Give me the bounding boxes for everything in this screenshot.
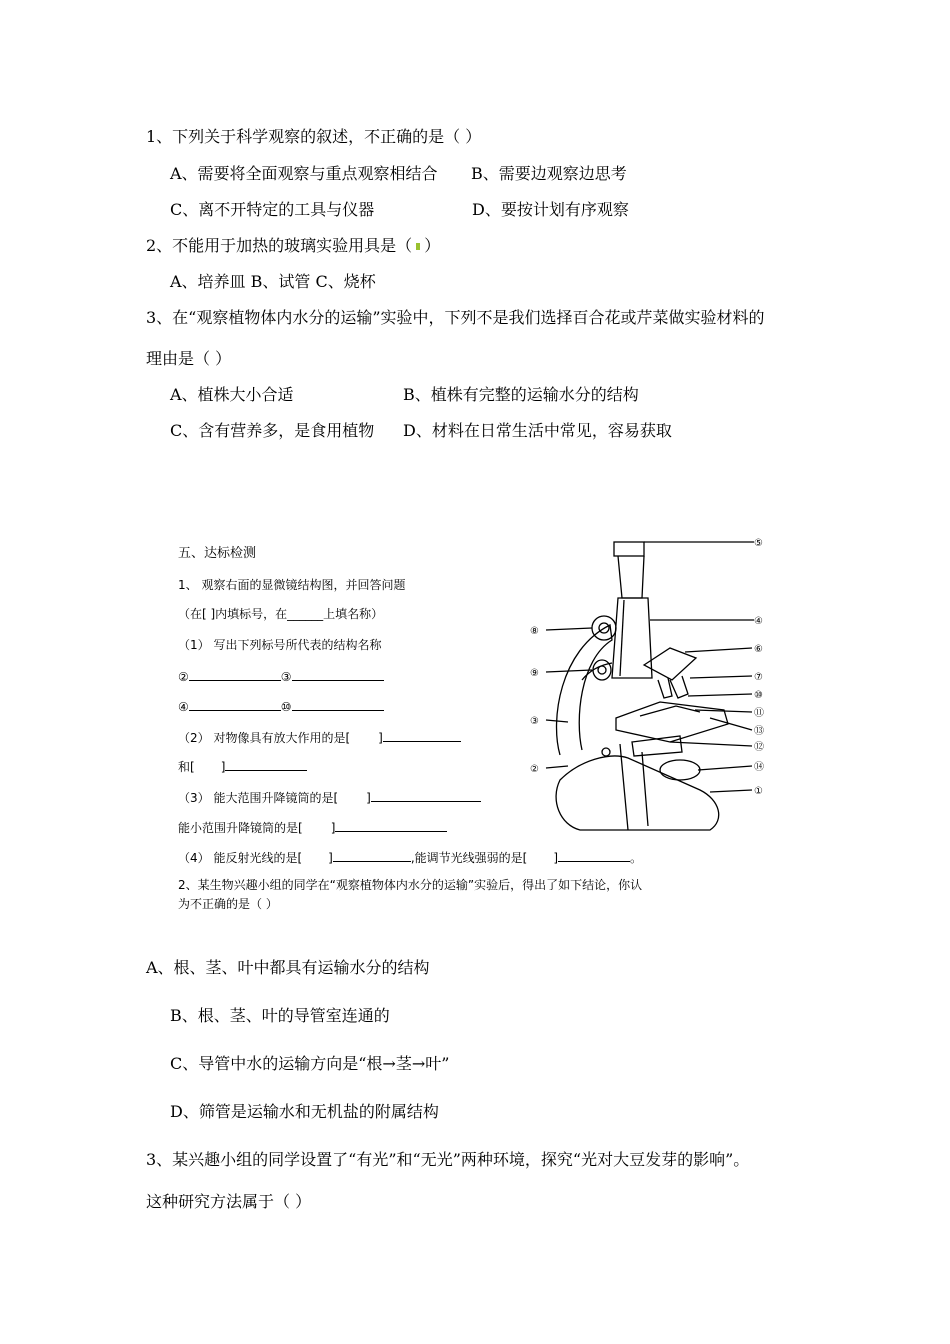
section5-part1: （1） 写出下列标号所代表的结构名称 xyxy=(178,638,382,652)
mirror xyxy=(660,760,700,780)
part2-and-close: ] xyxy=(220,760,226,774)
q2-stem-close: ） xyxy=(424,236,441,255)
part3-text: （3） 能大范围升降镜筒的是[ xyxy=(178,791,339,805)
q3-option-c: C、含有营养多，是食用植物 xyxy=(170,421,375,440)
mark-dot xyxy=(416,243,420,250)
blank[interactable] xyxy=(371,787,481,802)
q1-stem: 1、下列关于科学观察的叙述，不正确的是（ ） xyxy=(146,127,482,146)
part2-and: 和[ xyxy=(178,760,195,774)
part4-close: ] xyxy=(328,851,333,865)
section5-q1-stem: 1、 观察右面的显微镜结构图，并回答问题 xyxy=(178,578,406,592)
section5-q1-note: （在[ ]内填标号，在______上填名称） xyxy=(178,607,384,621)
section5-q2-line1: 2、某生物兴趣小组的同学在“观察植物体内水分的运输”实验后，得出了如下结论，你认 xyxy=(178,878,643,892)
part4-end: 。 xyxy=(630,851,643,865)
section5-part3 xyxy=(178,787,481,806)
blank[interactable] xyxy=(225,756,307,771)
label-10: ⑩ xyxy=(280,700,292,714)
section5-q2-line2: 为不正确的是（ ） xyxy=(178,897,278,911)
q2b-option-d: D、筛管是运输水和无机盐的附属结构 xyxy=(170,1102,439,1121)
section5-part3-b xyxy=(178,817,447,836)
microscope-diagram xyxy=(520,530,780,850)
q3-option-b: B、植株有完整的运输水分的结构 xyxy=(403,385,639,404)
figure-label: ⑦ xyxy=(754,672,763,683)
figure-label: ⑩ xyxy=(754,690,763,701)
fine-adjustment-knob xyxy=(593,660,611,680)
section5-row2 xyxy=(178,696,384,715)
stage-clip xyxy=(640,706,700,716)
figure-label: ⑨ xyxy=(530,668,539,679)
diaphragm xyxy=(632,736,682,756)
q3-stem-line2: 理由是（ ） xyxy=(146,349,232,368)
q2b-option-c: C、导管中水的运输方向是“根→茎→叶” xyxy=(170,1054,450,1073)
blank[interactable] xyxy=(333,847,411,862)
q3-stem-line1: 3、在“观察植物体内水分的运输”实验中，下列不是我们选择百合花或芹菜做实验材料的 xyxy=(146,308,765,327)
blank[interactable] xyxy=(292,666,384,681)
q1-option-d: D、要按计划有序观察 xyxy=(472,200,629,219)
stage xyxy=(616,702,728,742)
q2-options: A、培养皿 B、试管 C、烧杯 xyxy=(170,272,376,291)
figure-label: ⑫ xyxy=(754,742,764,753)
figure-label: ③ xyxy=(530,716,539,727)
part3b-close: ] xyxy=(330,821,336,835)
q3b-stem-line1: 3、某兴趣小组的同学设置了“有光”和“无光”两种环境，探究“光对大豆发芽的影响”。 xyxy=(146,1150,750,1169)
part2-text: （2） 对物像具有放大作用的是[ xyxy=(178,731,351,745)
q3-option-d: D、材料在日常生活中常见，容易获取 xyxy=(403,421,672,440)
figure-label: ⑥ xyxy=(754,644,763,655)
figure-label: ⑪ xyxy=(754,708,764,719)
part3-bracket-close: ] xyxy=(366,791,371,805)
label-2: ② xyxy=(178,670,189,684)
figure-label: ⑤ xyxy=(754,538,763,549)
q2-stem-text: 2、不能用于加热的玻璃实验用具是（ xyxy=(146,236,413,255)
eyepiece xyxy=(618,556,644,598)
q1-option-a: A、需要将全面观察与重点观察相结合 xyxy=(170,164,438,183)
base xyxy=(556,756,719,830)
q2b-option-a: A、根、茎、叶中都具有运输水分的结构 xyxy=(146,958,430,977)
section5-title: 五、达标检测 xyxy=(178,546,257,561)
section5-part2-and xyxy=(178,756,307,775)
part2-bracket-close: ] xyxy=(378,731,383,745)
label-3: ③ xyxy=(280,670,292,684)
figure-label: ② xyxy=(530,764,539,775)
q2b-option-b: B、根、茎、叶的导管室连通的 xyxy=(170,1006,390,1025)
part4-text: （4） 能反射光线的是[ xyxy=(178,851,303,865)
arm xyxy=(557,625,612,755)
part3b-text: 能小范围升降镜筒的是[ xyxy=(178,821,303,835)
blank[interactable] xyxy=(189,696,281,711)
figure-label: ① xyxy=(754,786,763,797)
q3-option-a: A、植株大小合适 xyxy=(170,385,294,404)
eyepiece-cap xyxy=(614,542,644,556)
part4-text2: ,能调节光线强弱的是[ xyxy=(410,851,528,865)
figure-label: ⑭ xyxy=(754,762,764,773)
figure-label: ⑬ xyxy=(754,726,764,737)
blank[interactable] xyxy=(383,727,461,742)
q1-option-c: C、离不开特定的工具与仪器 xyxy=(170,200,375,219)
figure-label: ⑧ xyxy=(530,626,539,637)
label-4: ④ xyxy=(178,700,189,714)
part4-close2: ] xyxy=(553,851,559,865)
figure-label: ④ xyxy=(754,616,763,627)
section5-row1 xyxy=(178,666,384,685)
q3b-stem-line2: 这种研究方法属于（ ） xyxy=(146,1192,312,1211)
blank[interactable] xyxy=(189,666,281,681)
blank[interactable] xyxy=(335,817,447,832)
section5-part2 xyxy=(178,727,461,746)
q1-option-b: B、需要边观察边思考 xyxy=(471,164,627,183)
blank[interactable] xyxy=(292,696,384,711)
q2-stem xyxy=(146,236,440,256)
